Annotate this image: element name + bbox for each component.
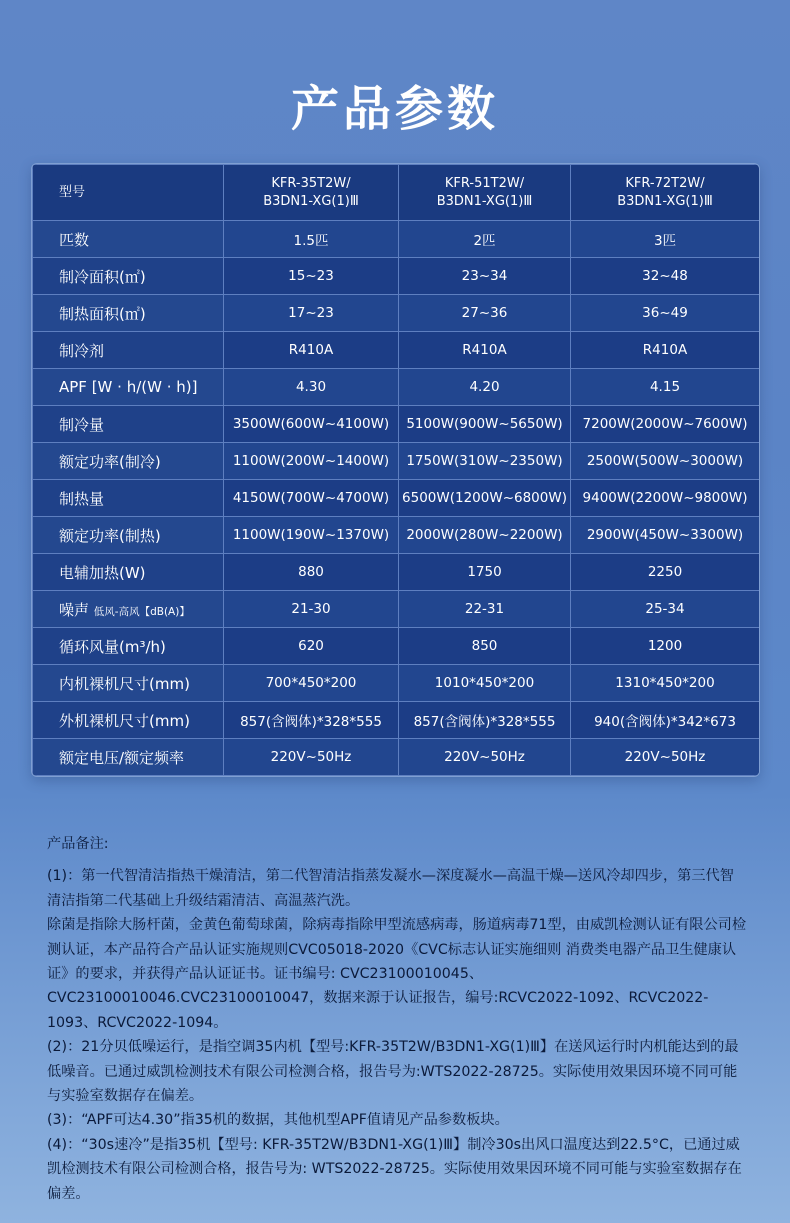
- value-cell: 2900W(450W~3300W): [571, 517, 760, 554]
- note-paragraph: (1)：第一代智清洁指热干燥清洁，第二代智清洁指蒸发凝水—深度凝水—高温干燥—送风冷却四步，第三代智清洁指第二代基础上升级结霜清洁、高温蒸汽洗。: [47, 868, 734, 909]
- value-cell: 36~49: [571, 295, 760, 332]
- table-row: [33, 369, 760, 406]
- value-cell: 2500W(500W~3000W): [571, 443, 760, 480]
- table-row: [33, 665, 760, 702]
- model-cell: KFR-51T2W/ B3DN1-XG(1)Ⅲ: [399, 165, 571, 221]
- value-cell: 1310*450*200: [571, 665, 760, 702]
- value-cell: 1200: [571, 628, 760, 665]
- value-cell: 220V~50Hz: [571, 739, 760, 776]
- value-cell: 850: [399, 628, 571, 665]
- value-cell: 7200W(2000W~7600W): [571, 406, 760, 443]
- table-row: [33, 406, 760, 443]
- value-cell: 1100W(190W~1370W): [224, 517, 399, 554]
- row-label: 制冷量: [33, 406, 224, 443]
- value-cell: 1100W(200W~1400W): [224, 443, 399, 480]
- value-cell: 700*450*200: [224, 665, 399, 702]
- spec-table: [31, 163, 760, 777]
- value-cell: 6500W(1200W~6800W): [399, 480, 571, 517]
- value-cell: 4.30: [224, 369, 399, 406]
- row-label: 制冷剂: [33, 332, 224, 369]
- value-cell: 3500W(600W~4100W): [224, 406, 399, 443]
- table-row: [33, 443, 760, 480]
- row-label: 额定功率(制热): [33, 517, 224, 554]
- row-label: 额定电压/额定频率: [33, 739, 224, 776]
- value-cell: 22-31: [399, 591, 571, 628]
- table-row: [33, 739, 760, 776]
- value-cell: 880: [224, 554, 399, 591]
- row-label: 制热面积(㎡): [33, 295, 224, 332]
- value-cell: 4.20: [399, 369, 571, 406]
- value-cell: R410A: [224, 332, 399, 369]
- model-cell: KFR-35T2W/ B3DN1-XG(1)Ⅲ: [224, 165, 399, 221]
- header-label: 型号: [33, 165, 224, 221]
- value-cell: 1750W(310W~2350W): [399, 443, 571, 480]
- value-cell: 1750: [399, 554, 571, 591]
- value-cell: 21-30: [224, 591, 399, 628]
- value-cell: 5100W(900W~5650W): [399, 406, 571, 443]
- note-paragraph: (3)：“APF可达4.30”指35机的数据，其他机型APF值请见产品参数板块。: [47, 1112, 509, 1129]
- note-paragraph: (4)：“30s速冷”是指35机【型号: KFR-35T2W/B3DN1-XG(1)Ⅲ】制冷30s出风口温度达到22.5°C，已通过威凯检测技术有限公司检测合格，报告号为: WTS2022-28725。实际使用效果因环境不同可能与实验室数据存在偏差。: [47, 1136, 742, 1202]
- value-cell: 1010*450*200: [399, 665, 571, 702]
- value-cell: 1.5匹: [224, 221, 399, 258]
- table-header-row: [33, 165, 760, 221]
- table-row: [33, 221, 760, 258]
- value-cell: 857(含阀体)*328*555: [224, 702, 399, 739]
- table-row: [33, 258, 760, 295]
- table-row: [33, 554, 760, 591]
- value-cell: 4.15: [571, 369, 760, 406]
- row-label: 制热量: [33, 480, 224, 517]
- row-label: 制冷面积(㎡): [33, 258, 224, 295]
- value-cell: 15~23: [224, 258, 399, 295]
- row-label: 匹数: [33, 221, 224, 258]
- value-cell: 940(含阀体)*342*673: [571, 702, 760, 739]
- table-row: [33, 517, 760, 554]
- value-cell: 23~34: [399, 258, 571, 295]
- value-cell: 32~48: [571, 258, 760, 295]
- value-cell: 25-34: [571, 591, 760, 628]
- page-title: 产品参数: [290, 81, 499, 137]
- value-cell: 3匹: [571, 221, 760, 258]
- row-label: 外机裸机尺寸(mm): [33, 702, 224, 739]
- value-cell: 17~23: [224, 295, 399, 332]
- value-cell: 4150W(700W~4700W): [224, 480, 399, 517]
- row-label: 电辅加热(W): [33, 554, 224, 591]
- model-cell: KFR-72T2W/ B3DN1-XG(1)Ⅲ: [571, 165, 760, 221]
- value-cell: 2250: [571, 554, 760, 591]
- table-row: [33, 480, 760, 517]
- value-cell: 220V~50Hz: [224, 739, 399, 776]
- table-row: [33, 332, 760, 369]
- note-paragraph: 除菌是指除大肠杆菌，金黄色葡萄球菌，除病毒指除甲型流感病毒，肠道病毒71型，由威凯检测认证有限公司检测认证，本产品符合产品认证实施规则CVC05018-2020《CVC标志认证实施细则 消费类电器产品卫生健康认证》的要求，并获得产品认证证书。证书编号: CVC23100010045、CVC23100010046.CVC23100010047，数据来源于认证报告，编号:RCVC2022-1092、RCVC2022-1093、RCVC2022-1094。: [47, 917, 747, 1031]
- table-row: [33, 295, 760, 332]
- row-label: APF [W · h/(W · h)]: [33, 369, 224, 406]
- table-row: [33, 628, 760, 665]
- notes-heading: 产品备注:: [47, 836, 109, 852]
- value-cell: R410A: [571, 332, 760, 369]
- value-cell: R410A: [399, 332, 571, 369]
- row-label: 内机裸机尺寸(mm): [33, 665, 224, 702]
- value-cell: 9400W(2200W~9800W): [571, 480, 760, 517]
- row-label: 循环风量(m³/h): [33, 628, 224, 665]
- value-cell: 2匹: [399, 221, 571, 258]
- row-label: 噪声 低风-高风【dB(A)】: [33, 591, 224, 628]
- product-notes: [47, 832, 747, 1206]
- note-paragraph: (2)：21分贝低噪运行，是指空调35内机【型号:KFR-35T2W/B3DN1-XG(1)Ⅲ】在送风运行时内机能达到的最低噪音。已通过威凯检测技术有限公司检测合格，报告号为:WTS2022-28725。实际使用效果因环境不同可能与实验室数据存在偏差。: [47, 1039, 739, 1105]
- row-label: 额定功率(制冷): [33, 443, 224, 480]
- value-cell: 220V~50Hz: [399, 739, 571, 776]
- value-cell: 27~36: [399, 295, 571, 332]
- table-row: [33, 591, 760, 628]
- value-cell: 2000W(280W~2200W): [399, 517, 571, 554]
- table-row: [33, 702, 760, 739]
- value-cell: 620: [224, 628, 399, 665]
- value-cell: 857(含阀体)*328*555: [399, 702, 571, 739]
